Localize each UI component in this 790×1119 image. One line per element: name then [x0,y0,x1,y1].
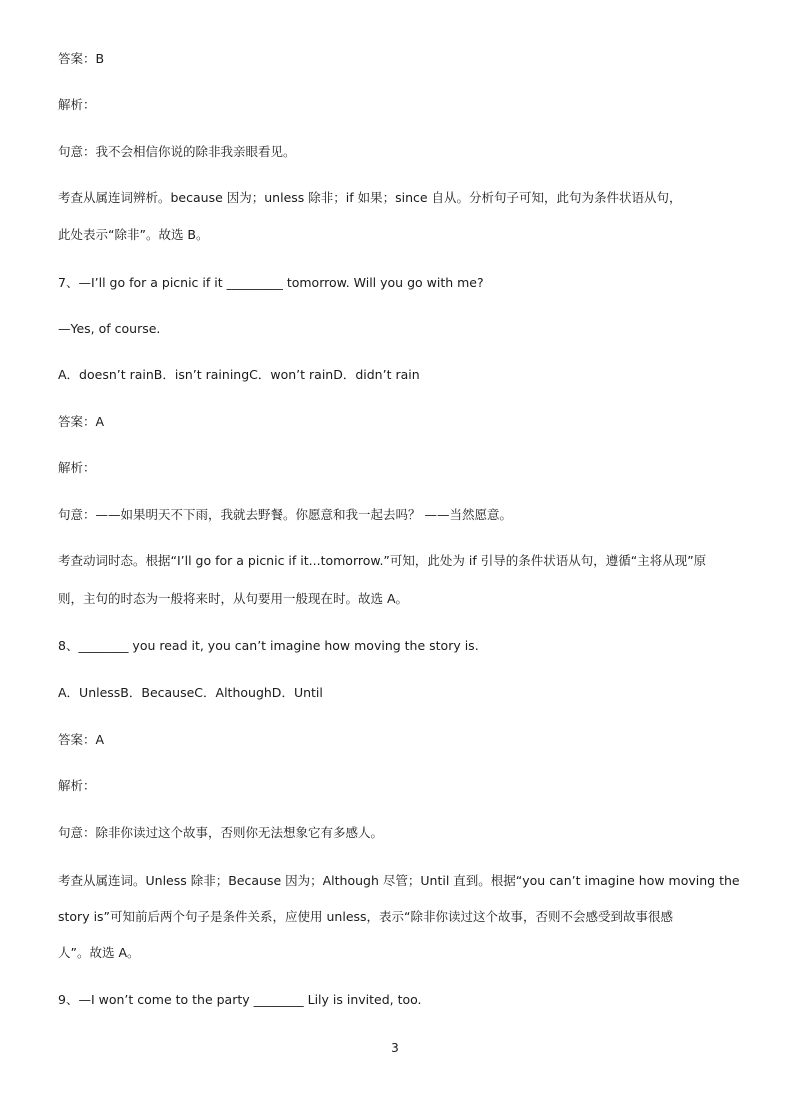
question-8: 8、________ you read it, you can’t imagine how moving the story is. [58,638,479,653]
sentence-meaning-q6: 句意：我不会相信你说的除非我亲眼看见。 [58,144,296,159]
sentence-meaning-q8: 句意：除非你读过这个故事，否则你无法想象它有多感人。 [58,825,384,840]
explanation-q8-line2: story is”可知前后两个句子是条件关系，应使用 unless，表示“除非你读过这个故事，否则不会感受到故事很感 [58,909,674,924]
explanation-q8-line3: 人”。故选 A。 [58,945,140,960]
page-number: 3 [391,1041,399,1055]
question-7-options: A．doesn’t rainB．isn’t rainingC．won’t rainD．didn’t rain [58,367,420,382]
question-9: 9、—I won’t come to the party ________ Lily is invited, too. [58,992,422,1007]
explanation-q8-line1: 考查从属连词。Unless 除非；Because 因为；Although 尽管；Until 直到。根据“you can’t imagine how moving the [58,873,740,888]
explanation-q7-line2: 则，主句的时态为一般将来时，从句要用一般现在时。故选 A。 [58,591,409,606]
answer-label-q7: 答案：A [58,414,105,429]
analysis-label-q6: 解析： [58,97,96,112]
analysis-label-q7: 解析： [58,460,96,475]
question-7: 7、—I’ll go for a picnic if it _________ tomorrow. Will you go with me? [58,275,484,290]
explanation-q6-line2: 此处表示“除非”。故选 B。 [58,227,209,242]
answer-label-q8: 答案：A [58,732,105,747]
answer-label-q6: 答案：B [58,51,105,66]
question-7-reply: —Yes, of course. [58,321,161,336]
explanation-q7-line1: 考查动词时态。根据“I’ll go for a picnic if it...tomorrow.”可知，此处为 if 引导的条件状语从句，遵循“主将从现”原 [58,553,707,568]
question-8-options: A．UnlessB．BecauseC．AlthoughD．Until [58,685,323,700]
analysis-label-q8: 解析： [58,778,96,793]
sentence-meaning-q7: 句意：——如果明天不下雨，我就去野餐。你愿意和我一起去吗？ ——当然愿意。 [58,507,512,522]
explanation-q6-line1: 考查从属连词辨析。because 因为；unless 除非；if 如果；since 自从。分析句子可知，此句为条件状语从句， [58,190,682,205]
